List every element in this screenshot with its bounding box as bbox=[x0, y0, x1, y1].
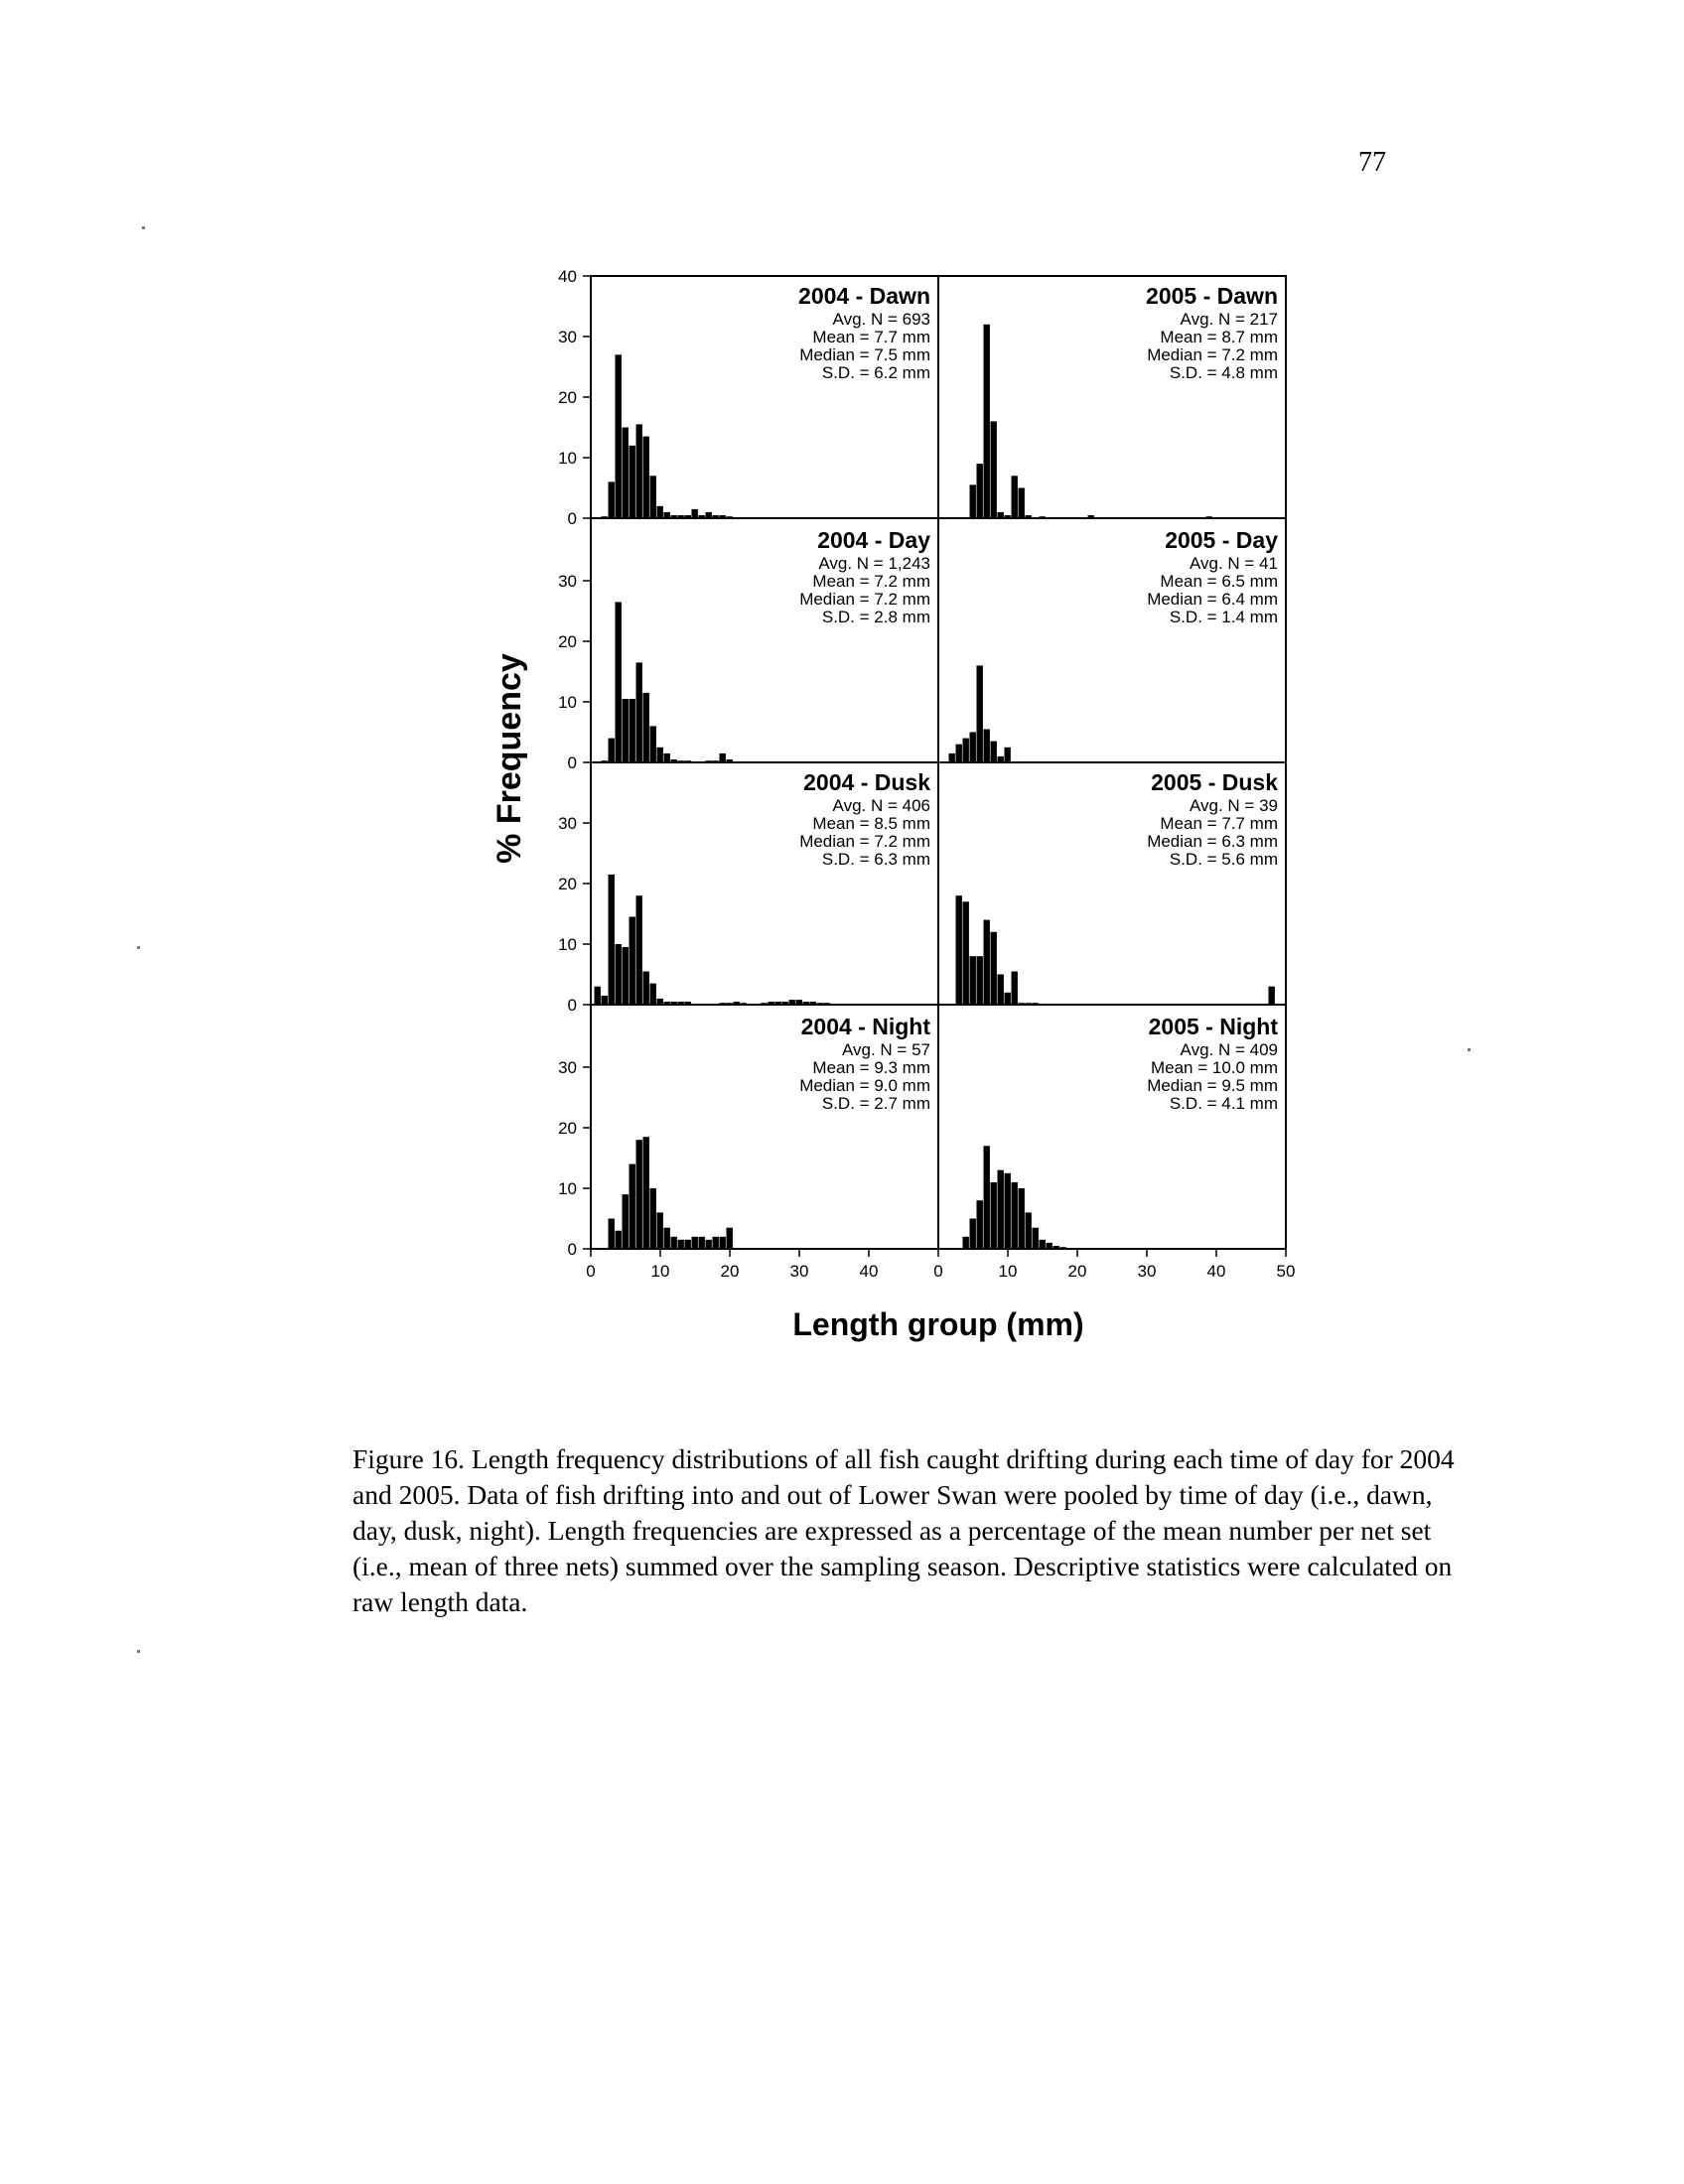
bar-2004-night bbox=[685, 1240, 691, 1249]
bar-2004-night bbox=[692, 1237, 698, 1249]
y-tick-label: 0 bbox=[567, 996, 577, 1015]
x-tick-label-right: 0 bbox=[933, 1262, 943, 1281]
bar-2004-day bbox=[623, 699, 629, 762]
bar-2004-day bbox=[664, 753, 670, 762]
panel-stat: Mean = 7.7 mm bbox=[1160, 814, 1278, 833]
bar-2004-dawn bbox=[623, 428, 629, 519]
bar-2004-dusk bbox=[636, 895, 642, 1005]
bar-2005-day bbox=[949, 753, 955, 762]
bar-2004-night bbox=[616, 1231, 622, 1249]
bar-2004-night bbox=[630, 1164, 635, 1249]
y-tick-label: 10 bbox=[558, 693, 577, 712]
bar-2004-dusk bbox=[623, 947, 629, 1005]
panel-stat: Avg. N = 406 bbox=[832, 796, 930, 815]
scan-speck bbox=[1468, 1048, 1471, 1051]
bar-2005-dusk bbox=[963, 901, 969, 1005]
bar-2004-dusk bbox=[616, 944, 622, 1005]
bar-2005-day bbox=[984, 730, 990, 763]
bar-2005-dusk bbox=[956, 895, 962, 1005]
x-tick-label-right: 50 bbox=[1276, 1262, 1296, 1281]
panel-title: 2005 - Dusk bbox=[1151, 769, 1278, 795]
bar-2005-day bbox=[977, 665, 983, 762]
page-number: 77 bbox=[1358, 147, 1386, 178]
bar-2005-dusk bbox=[998, 975, 1004, 1006]
x-tick-label-right: 10 bbox=[998, 1262, 1018, 1281]
bar-2004-dusk bbox=[630, 917, 635, 1005]
panel-stat: Median = 7.2 mm bbox=[799, 590, 930, 609]
x-tick-label-left: 20 bbox=[720, 1262, 740, 1281]
bar-2004-night bbox=[671, 1237, 677, 1249]
panel-stat: Median = 6.4 mm bbox=[1147, 590, 1278, 609]
bar-2004-dusk bbox=[602, 996, 608, 1005]
panel-stat: S.D. = 4.8 mm bbox=[1169, 363, 1278, 382]
panel-stat: S.D. = 1.4 mm bbox=[1169, 608, 1278, 626]
scan-speck bbox=[137, 1650, 140, 1653]
panel-stat: Mean = 7.7 mm bbox=[812, 328, 930, 346]
panel-stat: Median = 9.5 mm bbox=[1147, 1076, 1278, 1095]
bar-2004-night bbox=[657, 1212, 663, 1249]
bar-2004-dawn bbox=[609, 481, 615, 518]
bar-2005-night bbox=[1033, 1228, 1039, 1249]
bar-2004-night bbox=[664, 1228, 670, 1249]
bar-2004-day bbox=[636, 662, 642, 762]
panel-title: 2005 - Day bbox=[1165, 527, 1278, 553]
bar-2005-night bbox=[963, 1237, 969, 1249]
y-tick-label: 10 bbox=[558, 1179, 577, 1198]
bar-2005-dawn bbox=[984, 325, 990, 518]
bar-2005-night bbox=[1005, 1173, 1011, 1249]
panel-stat: Median = 9.0 mm bbox=[799, 1076, 930, 1095]
bar-2005-dusk bbox=[984, 920, 990, 1005]
panel-title: 2004 - Dusk bbox=[803, 769, 930, 795]
scan-speck bbox=[137, 946, 140, 949]
bar-2004-night bbox=[650, 1188, 656, 1249]
panel-stat: Mean = 8.5 mm bbox=[812, 814, 930, 833]
panel-stat: Avg. N = 57 bbox=[842, 1040, 930, 1059]
bar-2004-day bbox=[657, 748, 663, 762]
y-tick-label: 30 bbox=[558, 328, 577, 346]
bar-2005-dawn bbox=[991, 421, 997, 518]
bar-2004-dawn bbox=[636, 424, 642, 518]
bar-2005-dusk bbox=[970, 956, 976, 1005]
bar-2004-night bbox=[706, 1240, 712, 1249]
panel-title: 2004 - Day bbox=[817, 527, 930, 553]
x-tick-label-right: 30 bbox=[1137, 1262, 1157, 1281]
bar-2004-dusk bbox=[650, 984, 656, 1005]
y-tick-label: 40 bbox=[558, 267, 577, 286]
bar-2005-night bbox=[1026, 1212, 1032, 1249]
bar-2004-dawn bbox=[643, 437, 649, 518]
bar-2004-dawn bbox=[657, 506, 663, 518]
bar-2005-day bbox=[970, 733, 976, 763]
bar-2004-day bbox=[616, 602, 622, 762]
bar-2005-dawn bbox=[977, 464, 983, 518]
x-tick-label-left: 0 bbox=[586, 1262, 596, 1281]
bar-2005-night bbox=[1012, 1182, 1018, 1249]
y-axis-title: % Frequency bbox=[491, 653, 528, 864]
bar-2004-dusk bbox=[595, 987, 601, 1005]
bar-2004-dawn bbox=[650, 476, 656, 518]
bar-2005-day bbox=[991, 742, 997, 762]
panel-stat: Mean = 6.5 mm bbox=[1160, 572, 1278, 591]
panel-stat: Mean = 7.2 mm bbox=[812, 572, 930, 591]
bar-2005-dusk bbox=[991, 932, 997, 1005]
y-tick-label: 0 bbox=[567, 753, 577, 772]
panel-title: 2004 - Night bbox=[800, 1014, 930, 1039]
panel-stat: Mean = 8.7 mm bbox=[1160, 328, 1278, 346]
bar-2004-night bbox=[699, 1237, 705, 1249]
y-tick-label: 20 bbox=[558, 632, 577, 651]
y-tick-label: 20 bbox=[558, 1119, 577, 1138]
bar-2004-day bbox=[650, 726, 656, 762]
bar-2005-night bbox=[998, 1170, 1004, 1249]
panel-title: 2005 - Dawn bbox=[1146, 283, 1278, 309]
y-tick-label: 10 bbox=[558, 935, 577, 954]
bar-2004-night bbox=[623, 1194, 629, 1249]
bar-2005-dawn bbox=[970, 484, 976, 518]
panel-stat: Median = 6.3 mm bbox=[1147, 832, 1278, 851]
panel-title: 2004 - Dawn bbox=[798, 283, 930, 309]
bar-2005-dusk bbox=[1269, 987, 1275, 1005]
bar-2004-dusk bbox=[643, 972, 649, 1006]
bar-2005-night bbox=[1019, 1188, 1025, 1249]
x-axis-title: Length group (mm) bbox=[792, 1306, 1084, 1342]
y-tick-label: 10 bbox=[558, 449, 577, 468]
x-tick-label-right: 20 bbox=[1067, 1262, 1087, 1281]
bar-2004-day bbox=[643, 693, 649, 762]
panel-stat: Median = 7.5 mm bbox=[799, 345, 930, 364]
bar-2004-night bbox=[727, 1228, 733, 1249]
scan-speck bbox=[142, 226, 145, 229]
x-tick-label-right: 40 bbox=[1206, 1262, 1226, 1281]
bar-2004-day bbox=[720, 753, 726, 762]
bar-2005-dusk bbox=[977, 956, 983, 1005]
panel-stat: Median = 7.2 mm bbox=[799, 832, 930, 851]
panel-stat: S.D. = 4.1 mm bbox=[1169, 1094, 1278, 1113]
bar-2004-day bbox=[609, 739, 615, 762]
bar-2005-night bbox=[970, 1219, 976, 1250]
bar-2004-night bbox=[720, 1237, 726, 1249]
panel-stat: S.D. = 6.2 mm bbox=[821, 363, 930, 382]
panel-stat: Avg. N = 217 bbox=[1180, 310, 1278, 329]
bar-2005-night bbox=[984, 1146, 990, 1249]
y-tick-label: 30 bbox=[558, 572, 577, 591]
bar-2004-dusk bbox=[609, 875, 615, 1005]
bar-2005-day bbox=[956, 745, 962, 762]
bar-2004-dawn bbox=[616, 354, 622, 518]
bar-2005-dusk bbox=[1005, 993, 1011, 1005]
bar-2004-night bbox=[643, 1137, 649, 1249]
figure-caption: Figure 16. Length frequency distributions of all fish caught drifting during each time of day for 2004 and 2005. Data of fish drifting into and out of Lower Swan were pooled by time of day (i.e., dawn, day, dusk, night). Length frequencies are expressed as a percentage of the mean number per net set (i.e., mean of three nets) summed over the sampling season. Descriptive statistics were calculated on raw length data. bbox=[352, 1443, 1455, 1617]
bar-2004-night bbox=[678, 1240, 684, 1249]
panel-stat: Avg. N = 41 bbox=[1190, 554, 1278, 573]
bar-2004-night bbox=[636, 1140, 642, 1249]
bar-2005-dawn bbox=[1019, 488, 1025, 519]
panel-stat: Avg. N = 1,243 bbox=[818, 554, 930, 573]
y-tick-label: 30 bbox=[558, 814, 577, 833]
bar-2004-dawn bbox=[692, 509, 698, 518]
y-tick-label: 0 bbox=[567, 1240, 577, 1259]
panel-stat: S.D. = 5.6 mm bbox=[1169, 850, 1278, 869]
bar-2005-day bbox=[1005, 748, 1011, 762]
panel-stat: Mean = 10.0 mm bbox=[1150, 1058, 1278, 1077]
y-tick-label: 20 bbox=[558, 875, 577, 893]
panel-stat: S.D. = 2.8 mm bbox=[821, 608, 930, 626]
x-tick-label-left: 40 bbox=[859, 1262, 879, 1281]
bar-2004-night bbox=[713, 1237, 719, 1249]
panel-stat: Mean = 9.3 mm bbox=[812, 1058, 930, 1077]
bar-2004-dawn bbox=[630, 446, 635, 518]
bar-2005-dawn bbox=[1012, 476, 1018, 518]
bar-2005-night bbox=[1040, 1240, 1046, 1249]
bar-2004-day bbox=[630, 699, 635, 762]
panel-stat: S.D. = 2.7 mm bbox=[821, 1094, 930, 1113]
bar-2005-night bbox=[977, 1200, 983, 1249]
panel-title: 2005 - Night bbox=[1148, 1014, 1278, 1039]
panel-stat: Median = 7.2 mm bbox=[1147, 345, 1278, 364]
y-tick-label: 0 bbox=[567, 509, 577, 528]
y-tick-label: 30 bbox=[558, 1058, 577, 1077]
panel-stat: S.D. = 6.3 mm bbox=[821, 850, 930, 869]
bar-2005-dusk bbox=[1012, 972, 1018, 1006]
bar-2004-night bbox=[609, 1219, 615, 1250]
panel-stat: Avg. N = 693 bbox=[832, 310, 930, 329]
bar-2005-day bbox=[963, 739, 969, 762]
x-tick-label-left: 30 bbox=[789, 1262, 809, 1281]
panel-stat: Avg. N = 39 bbox=[1190, 796, 1278, 815]
bar-2005-night bbox=[991, 1182, 997, 1249]
x-tick-label-left: 10 bbox=[650, 1262, 670, 1281]
y-tick-label: 20 bbox=[558, 388, 577, 407]
panel-stat: Avg. N = 409 bbox=[1180, 1040, 1278, 1059]
